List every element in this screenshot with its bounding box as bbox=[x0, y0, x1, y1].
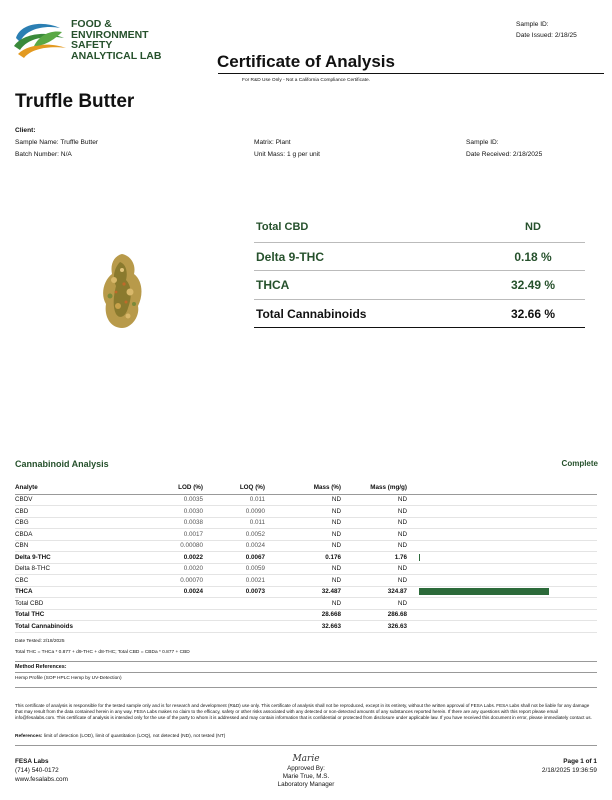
footer-approval bbox=[266, 754, 346, 789]
table-row bbox=[15, 494, 597, 506]
mass-pct-cell: 28.668 bbox=[265, 609, 341, 621]
mass-pct-cell: 32.663 bbox=[265, 621, 341, 633]
table-row bbox=[15, 575, 597, 587]
lod-cell: 0.00080 bbox=[115, 540, 203, 552]
lab-name-line-4: ANALYTICAL LAB bbox=[71, 49, 162, 62]
loq-cell: 0.0073 bbox=[203, 586, 265, 598]
analyte-cell: THCA bbox=[15, 586, 115, 598]
mass-pct-cell: ND bbox=[265, 517, 341, 529]
analyte-cell: CBG bbox=[15, 517, 115, 529]
mass-mg-cell: ND bbox=[341, 540, 407, 552]
col-lod: LOD (%) bbox=[115, 482, 203, 494]
signature: Marie bbox=[292, 754, 320, 764]
bar-cell bbox=[407, 552, 597, 564]
summary-value: 32.49 % bbox=[510, 278, 556, 292]
col-analyte: Analyte bbox=[15, 482, 115, 494]
footer-lab-name: FESA Labs bbox=[15, 758, 49, 765]
lod-cell: 0.0030 bbox=[115, 506, 203, 518]
mass-bar bbox=[419, 588, 549, 595]
mass-mg-cell: ND bbox=[341, 517, 407, 529]
bar-cell bbox=[407, 517, 597, 529]
lod-cell: 0.0017 bbox=[115, 529, 203, 541]
client-info-middle bbox=[254, 137, 320, 161]
bar-cell bbox=[407, 506, 597, 518]
analyte-cell: Total CBD bbox=[15, 598, 115, 610]
certificate-title: Certificate of Analysis bbox=[217, 52, 395, 71]
table-row bbox=[15, 563, 597, 575]
analyte-cell: Total Cannabinoids bbox=[15, 621, 115, 633]
summary-label: Delta 9-THC bbox=[256, 249, 325, 264]
page-number: Page 1 of 1 bbox=[563, 758, 597, 765]
footer-contact bbox=[15, 757, 68, 784]
loq-cell: 0.0090 bbox=[203, 506, 265, 518]
approver-title: Laboratory Manager bbox=[277, 781, 335, 788]
bar-cell bbox=[407, 494, 597, 506]
lod-cell: 0.0022 bbox=[115, 552, 203, 564]
product-title: Truffle Butter bbox=[15, 91, 135, 112]
loq-cell: 0.0052 bbox=[203, 529, 265, 541]
analyte-cell: CBD bbox=[15, 506, 115, 518]
col-bar bbox=[407, 482, 597, 494]
analyte-cell: CBDA bbox=[15, 529, 115, 541]
summary-row-total-cannabinoids bbox=[254, 300, 585, 328]
mass-mg-cell: 286.68 bbox=[341, 609, 407, 621]
bar-cell bbox=[407, 598, 597, 610]
table-header-row bbox=[15, 482, 597, 494]
lod-cell: 0.0020 bbox=[115, 563, 203, 575]
analysis-status: Complete bbox=[561, 459, 598, 468]
analyte-cell: Delta 9-THC bbox=[15, 552, 115, 564]
bar-cell bbox=[407, 529, 597, 541]
lod-cell: 0.0024 bbox=[115, 586, 203, 598]
sample-id: Sample ID: bbox=[466, 139, 499, 146]
references-label: References: bbox=[15, 734, 43, 739]
loq-cell: 0.0059 bbox=[203, 563, 265, 575]
loq-cell bbox=[203, 609, 265, 621]
batch-number: Batch Number: N/A bbox=[15, 151, 72, 158]
potency-summary bbox=[254, 212, 585, 328]
summary-label: THCA bbox=[256, 278, 290, 292]
loq-cell: 0.0067 bbox=[203, 552, 265, 564]
divider bbox=[15, 687, 597, 688]
lod-cell: 0.0035 bbox=[115, 494, 203, 506]
lod-cell: 0.0038 bbox=[115, 517, 203, 529]
report-timestamp: 2/18/2025 19:36:59 bbox=[541, 767, 597, 774]
loq-cell bbox=[203, 621, 265, 633]
table-row bbox=[15, 506, 597, 518]
method-value: Hemp Profile (SOP HPLC Hemp by UV-Detection) bbox=[15, 676, 122, 681]
matrix: Matrix: Plant bbox=[254, 139, 291, 146]
references-text: limit of detection (LOD), limit of quantitation (LOQ), not detected (ND), not tested (NT) bbox=[43, 734, 226, 739]
col-mass-pct: Mass (%) bbox=[265, 482, 341, 494]
cannabinoid-table bbox=[15, 482, 597, 633]
lab-name-line-1: FOOD & bbox=[71, 18, 112, 30]
header-meta bbox=[516, 19, 598, 41]
table-row bbox=[15, 529, 597, 541]
total-formula: Total THC = THCa * 0.877 + d9-THC + d8-THC; Total CBD = CBDa * 0.877 + CBD bbox=[15, 650, 190, 655]
lab-name-line-3: SAFETY bbox=[71, 39, 113, 51]
table-row bbox=[15, 621, 597, 633]
header-note: For R&D Use Only - Not a California Compliance Certificate. bbox=[242, 78, 370, 83]
mass-pct-cell: 0.176 bbox=[265, 552, 341, 564]
bar-cell bbox=[407, 563, 597, 575]
header-sample-id: Sample ID: bbox=[516, 21, 549, 28]
loq-cell: 0.0021 bbox=[203, 575, 265, 587]
sample-name: Sample Name: Truffle Butter bbox=[15, 139, 99, 146]
client-label: Client: bbox=[15, 127, 36, 134]
analyte-cell: Delta 8-THC bbox=[15, 563, 115, 575]
date-tested: Date Tested: 2/18/2025 bbox=[15, 639, 65, 644]
mass-pct-cell: ND bbox=[265, 494, 341, 506]
footer-phone: (714) 540-0172 bbox=[15, 767, 59, 774]
table-row bbox=[15, 540, 597, 552]
loq-cell: 0.0024 bbox=[203, 540, 265, 552]
method-heading: Method References: bbox=[15, 664, 67, 670]
bar-cell bbox=[407, 586, 597, 598]
mass-bar bbox=[419, 554, 420, 561]
analyte-cell: CBC bbox=[15, 575, 115, 587]
summary-value: 0.18 % bbox=[514, 249, 552, 264]
date-received: Date Received: 2/18/2025 bbox=[466, 151, 543, 158]
footer-page-info bbox=[542, 757, 597, 775]
mass-mg-cell: ND bbox=[341, 575, 407, 587]
lab-name-line-2: ENVIRONMENT bbox=[71, 28, 149, 41]
bar-cell bbox=[407, 575, 597, 587]
bar-cell bbox=[407, 609, 597, 621]
approved-by-label: Approved By: bbox=[287, 765, 325, 772]
table-row bbox=[15, 517, 597, 529]
lod-cell bbox=[115, 609, 203, 621]
disclaimer: This certificate of analysis is responsible for the tested sample only and is for research and development (R&D) use only. This certificate of analysis shall not be reproduced, except in its entirety, without the written approval of FESA Labs. FESA Labs shall not be liable for any damage that may result from the data contained herein in any way. FESA Labs makes no claim to the efficacy, safety or other risks associated with any detected or non-detected amounts of any substances reported herein. If there are any questions with this report please email info@fesalabs.com. This certificate of analysis is intended only for the use of the party to whom it is addressed and may contain information that is confidential or protected from disclosure under applicable law. If you have received this document in error, please immediately contact us. bbox=[15, 703, 592, 720]
mass-mg-cell: 326.63 bbox=[341, 621, 407, 633]
mass-mg-cell: ND bbox=[341, 494, 407, 506]
mass-pct-cell: ND bbox=[265, 540, 341, 552]
analyte-cell: CBN bbox=[15, 540, 115, 552]
col-mass-mg: Mass (mg/g) bbox=[341, 482, 407, 494]
references bbox=[15, 734, 225, 739]
footer-website[interactable]: www.fesalabs.com bbox=[15, 776, 68, 783]
mass-pct-cell: ND bbox=[265, 529, 341, 541]
mass-mg-cell: ND bbox=[341, 506, 407, 518]
lod-cell bbox=[115, 598, 203, 610]
mass-mg-cell: 1.76 bbox=[341, 552, 407, 564]
product-image bbox=[92, 250, 157, 332]
mass-mg-cell: ND bbox=[341, 598, 407, 610]
lod-cell: 0.00070 bbox=[115, 575, 203, 587]
header-date-issued: Date Issued: 2/18/25 bbox=[516, 32, 577, 39]
analysis-title: Cannabinoid Analysis bbox=[15, 459, 109, 469]
footer-divider bbox=[15, 745, 597, 746]
unit-mass: Unit Mass: 1 g per unit bbox=[254, 151, 320, 158]
summary-label: Total CBD bbox=[256, 221, 309, 233]
summary-row-total-cbd bbox=[254, 212, 585, 243]
mass-pct-cell: ND bbox=[265, 598, 341, 610]
col-loq: LOQ (%) bbox=[203, 482, 265, 494]
table-row bbox=[15, 586, 597, 598]
mass-pct-cell: 32.487 bbox=[265, 586, 341, 598]
summary-value: 32.66 % bbox=[510, 306, 556, 321]
summary-value: ND bbox=[525, 221, 541, 233]
mass-pct-cell: ND bbox=[265, 506, 341, 518]
mass-mg-cell: 324.87 bbox=[341, 586, 407, 598]
client-info-right bbox=[466, 137, 542, 161]
bar-cell bbox=[407, 621, 597, 633]
loq-cell: 0.011 bbox=[203, 517, 265, 529]
summary-row-delta9-thc bbox=[254, 243, 585, 271]
table-row bbox=[15, 598, 597, 610]
summary-label: Total Cannabinoids bbox=[256, 306, 367, 321]
mass-pct-cell: ND bbox=[265, 563, 341, 575]
header-divider bbox=[218, 73, 604, 74]
divider bbox=[15, 661, 597, 662]
loq-cell bbox=[203, 598, 265, 610]
mass-mg-cell: ND bbox=[341, 563, 407, 575]
approver-name: Marie True, M.S. bbox=[282, 773, 330, 780]
client-info-left bbox=[15, 125, 98, 161]
lod-cell bbox=[115, 621, 203, 633]
table-row bbox=[15, 609, 597, 621]
mass-mg-cell: ND bbox=[341, 529, 407, 541]
divider bbox=[15, 672, 597, 673]
analyte-cell: CBDV bbox=[15, 494, 115, 506]
mass-pct-cell: ND bbox=[265, 575, 341, 587]
analyte-cell: Total THC bbox=[15, 609, 115, 621]
bar-cell bbox=[407, 540, 597, 552]
table-row bbox=[15, 552, 597, 564]
table-body bbox=[15, 494, 597, 632]
summary-row-thca bbox=[254, 271, 585, 300]
loq-cell: 0.011 bbox=[203, 494, 265, 506]
